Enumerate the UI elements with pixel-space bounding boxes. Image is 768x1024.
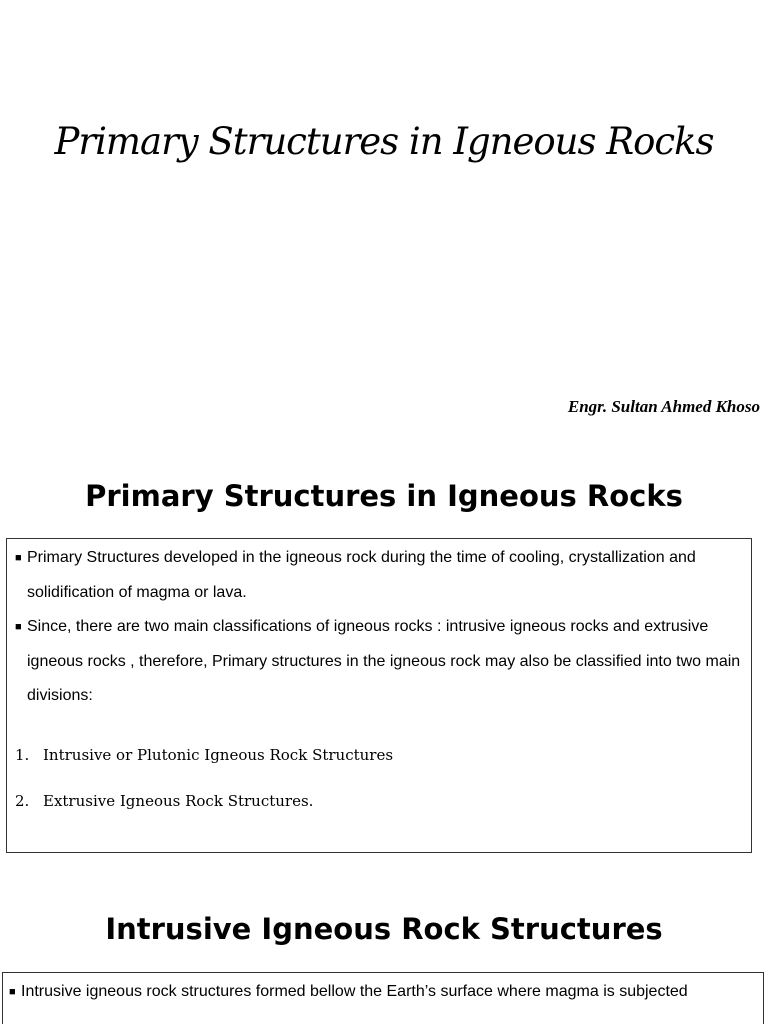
bullet-marker-icon: ■: [9, 986, 16, 998]
bullet-item: [15, 610, 743, 714]
bullet-marker-icon: ■: [15, 552, 22, 564]
bullet-text: Since, there are two main classifications of igneous rocks : intrusive igneous rocks and extrusive igneous rocks , therefore, Primary structures in the igneous rock may also be classified into two main divisions:: [27, 618, 741, 704]
slide-heading: Intrusive Igneous Rock Structures: [105, 912, 663, 946]
slide-heading: Primary Structures in Igneous Rocks: [85, 479, 683, 513]
author-name: Engr. Sultan Ahmed Khoso: [567, 397, 760, 416]
list-number: 1.: [15, 745, 30, 764]
bullet-item: [9, 975, 757, 1010]
title-slide: [0, 0, 768, 433]
list-text: Extrusive Igneous Rock Structures.: [43, 791, 314, 810]
list-number: 2.: [15, 791, 30, 810]
list-item: [15, 778, 743, 824]
bullet-marker-icon: ■: [15, 621, 22, 633]
content-box: [6, 538, 752, 853]
bullet-item: [15, 541, 743, 610]
list-text: Intrusive or Plutonic Igneous Rock Structures: [43, 745, 394, 764]
bullet-text: Primary Structures developed in the igneous rock during the time of cooling, crystallization and solidification of magma or lava.: [27, 549, 696, 601]
bullet-text: Intrusive igneous rock structures formed bellow the Earth’s surface where magma is subjected: [21, 983, 688, 1000]
slide-title: Primary Structures in Igneous Rocks: [54, 120, 714, 163]
list-item: [15, 732, 743, 778]
content-box: [2, 972, 764, 1024]
numbered-list: [15, 732, 743, 824]
content-slide-primary-structures: [0, 433, 768, 866]
content-slide-intrusive-structures: [0, 866, 768, 1024]
